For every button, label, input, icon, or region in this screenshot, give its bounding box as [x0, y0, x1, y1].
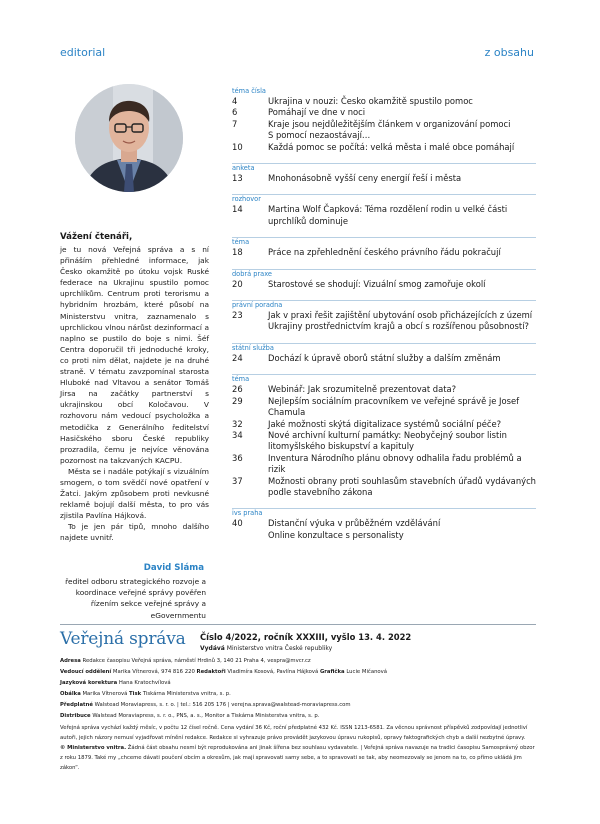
- toc-page-number: 24: [232, 352, 243, 363]
- editorial-paragraph: To je jen pár tipů, mnoho dalšího najdete uvnitř.: [60, 522, 209, 543]
- editorial-text: [60, 244, 209, 544]
- toc-entry-title: Nejlepším sociálním pracovníkem ve veřejné správě je Josef Chamula: [268, 395, 520, 418]
- colophon-label: Distribuce: [60, 713, 91, 720]
- colophon-line: [60, 700, 536, 711]
- publisher-name: Ministerstvo vnitra České republiky: [226, 645, 333, 652]
- toc-entry-title: Práce na zpřehlednění českého právního řádu pokračují: [268, 247, 501, 258]
- publisher-label: Vydává: [200, 645, 225, 652]
- colophon-line: [60, 689, 536, 700]
- toc-divider: [232, 374, 536, 375]
- toc-section: [232, 508, 536, 541]
- editorial-paragraph: je tu nová Veřejná správa a s ní přináším přehledné informace, jak Česko okamžitě po útoku vojsk Ruské federace na Ukrajinu spustilo pomoc uprchlíkům. Centrum proti terorismu a hybridním hrozbám, které působí na Ministerstvu vnitra, zaznamenalo s uprchlickou vlnou nárůst dezinformací a naplno se pustilo do boje s nimi. Šéf Centra doporučil tři jednoduché kroky, co proti nim dělat, najdete je na druhé straně. V tématu zavzpomínal starosta Hluboké nad Vltavou a senátor Tomáš Jirsa na začátky partnerství s ukrajinskou obcí Koločavou. V rozhovoru nám vedoucí psycholožka a metodička z Generálního ředitelství Hasičského sboru České republiky prozradila, čemu je nejvíce věnována pozornost na takzvaných KACPU.: [60, 245, 209, 465]
- toc-page-number: [232, 130, 268, 141]
- toc-entry-title: Webinář: Jak srozumitelně prezentovat data?: [268, 384, 457, 395]
- colophon-value: Lucie Mičanová: [346, 669, 388, 676]
- copyright-holder: © Ministerstvo vnitra.: [60, 745, 127, 751]
- toc-page-number: 10: [232, 141, 243, 152]
- colophon-label: Jazyková korektura: [60, 680, 118, 687]
- colophon-value: Redakce časopisu Veřejná správa, náměstí Hrdinů 3, 140 21 Praha 4, vespra@mvcr.cz: [82, 658, 311, 664]
- toc-section-label: právní poradna: [232, 301, 283, 310]
- signature-role: ředitel odboru strategického rozvoje a koordinace veřejné správy pověřen řízením sekce veřejné správy a eGovernmentu: [65, 577, 206, 620]
- toc-entry[interactable]: [232, 107, 536, 118]
- colophon-value: Vladimíra Kosová, Pavlína Hájková: [227, 669, 319, 676]
- toc-section: [232, 300, 536, 333]
- colophon-value: Walstead Moraviapress, s. r. o. | tel.: 516 205 176 | verejna.sprava@walstead-moraviapress.com: [94, 702, 351, 709]
- toc-entry[interactable]: [232, 142, 536, 153]
- toc-page-number: 18: [232, 247, 243, 258]
- colophon-value: Hana Kratochvílová: [118, 680, 171, 687]
- toc-entry-title: Možnosti obrany proti souhlasům stavebních úřadů vydávaných podle stavebního zákona: [268, 475, 536, 497]
- toc-section: [232, 194, 536, 227]
- toc-divider: [232, 300, 536, 301]
- toc-page-number: 32: [232, 418, 243, 429]
- toc-entry-title: Ukrajina v nouzi: Česko okamžitě spustilo pomoc: [268, 96, 473, 106]
- toc-entry-title: Jak v praxi řešit zajištění ubytování osob přicházejících z území Ukrajiny prostřednictvím krajů a obcí s rozšířenou působností?: [268, 310, 533, 332]
- toc-entry-title: Inventura Národního plánu obnovy odhalila řadu problémů a rizik: [268, 452, 522, 475]
- toc-section-label: téma: [232, 375, 250, 384]
- editorial-greeting: Vážení čtenáři,: [60, 232, 133, 242]
- toc-section-label: téma čísla: [232, 87, 266, 95]
- toc-entry-title: Pomáhají ve dne v noci: [268, 107, 366, 118]
- toc-entry[interactable]: [232, 453, 536, 476]
- toc-entry[interactable]: [232, 119, 536, 130]
- colophon-line: [60, 656, 536, 667]
- colophon-label: Předplatné: [60, 702, 93, 709]
- toc-entry-title: Distanční výuka v průběžném vzdělávání: [268, 518, 441, 529]
- toc-section: [232, 343, 536, 364]
- toc-divider: [232, 508, 536, 509]
- toc-page-number: 36: [232, 452, 243, 463]
- toc-entry[interactable]: [232, 310, 536, 333]
- toc-page-number: 37: [232, 475, 243, 486]
- copyright-text: Žádná část obsahu nesmí být reprodukována ani jinak šířena bez souhlasu vydavatele. | Veřejná správa navazuje na tradici časopisu Samosprávný obzor z roku 1879. Také my „chceme dávati poučení obcím a okresům, jak mají spravovati samy sebe, a to spravovati se tak, aby neomezovaly se jenom na to, co přímo ukládá jim zákon“.: [60, 745, 535, 771]
- colophon-value: Marika Vítnerová: [82, 691, 128, 698]
- colophon-value: Tiskárna Ministerstva vnitra, s. p.: [142, 691, 231, 698]
- toc-entry-title: Jaké možnosti skýtá digitalizace systémů sociální péče?: [268, 418, 502, 429]
- toc-page-number: 34: [232, 429, 243, 440]
- toc-section-label: státní služba: [232, 343, 274, 352]
- toc-page-number: 40: [232, 518, 243, 529]
- toc-entry-title: Starostové se shodují: Vizuální smog zamořuje okolí: [268, 278, 486, 289]
- toc-entry-title: Martina Wolf Čapková: Téma rozdělení rodin u velké části uprchlíků dominuje: [268, 204, 508, 226]
- colophon-copyright: [60, 744, 538, 773]
- table-of-contents: [232, 86, 536, 541]
- toc-page-number: 14: [232, 204, 243, 215]
- colophon-label: Grafička: [319, 669, 345, 676]
- colophon-label: Tisk: [129, 691, 142, 698]
- toc-page-number: 4: [232, 96, 238, 106]
- toc-entry-title: S pomocí nezaostávají…: [268, 130, 371, 141]
- publisher-line: [200, 645, 332, 652]
- issue-info: Číslo 4/2022, ročník XXXIII, vyšlo 13. 4. 2022: [200, 632, 412, 642]
- toc-entry-title: Kraje jsou nejdůležitějším článkem v organizování pomoci: [268, 118, 511, 129]
- magazine-logo: Veřejná správa: [60, 629, 186, 649]
- toc-entry[interactable]: [232, 204, 536, 227]
- toc-page-number: 26: [232, 384, 243, 395]
- editorial-paragraph: Města se i nadále potýkají s vizuálním smogem, o tom svědčí nové opatření v Žatci. Jakým způsobem proti nevkusné reklamě bojují další města, to pro vás zjistila Pavlína Hájková.: [60, 466, 209, 521]
- colophon-line: [60, 711, 536, 722]
- toc-entry-title: Mnohonásobně vyšší ceny energií řeší i města: [268, 173, 462, 184]
- colophon-label: Redaktoři: [196, 669, 226, 676]
- toc-section: [232, 237, 536, 258]
- toc-page-number: [232, 530, 268, 541]
- toc-section-label: dobrá praxe: [232, 269, 272, 278]
- toc-divider: [232, 237, 536, 238]
- toc-entry-title: Každá pomoc se počítá: velká města i malé obce pomáhají: [268, 141, 515, 152]
- toc-entry-title: Dochází k úpravě oborů státní služby a dalším změnám: [268, 352, 501, 363]
- toc-entry-title: Nové archivní kulturní památky: Neobyčejný soubor listin litomyšlského biskupství a kapituly: [268, 429, 507, 452]
- toc-divider: [232, 163, 536, 164]
- toc-entry[interactable]: [232, 384, 536, 395]
- toc-section-label: rozhovor: [232, 195, 261, 204]
- colophon-credits: [60, 656, 536, 723]
- toc-entry[interactable]: [232, 396, 536, 419]
- toc-entry[interactable]: [232, 476, 536, 499]
- toc-entry[interactable]: [232, 419, 536, 430]
- toc-divider: [232, 269, 536, 270]
- toc-section: [232, 163, 536, 184]
- section-label-editorial: editorial: [60, 46, 106, 59]
- toc-page-number: 29: [232, 395, 243, 406]
- colophon-label: Adresa: [60, 658, 81, 664]
- toc-entry[interactable]: [232, 279, 536, 290]
- toc-page-number: 7: [232, 118, 238, 129]
- author-portrait: [75, 84, 183, 192]
- section-label-contents: z obsahu: [484, 46, 534, 59]
- colophon-value: Walstead Moraviapress, s. r. o., PNS, a. s., Monitor a Tiskárna Ministerstva vnitra, s. p.: [92, 713, 320, 720]
- toc-entry-title: Online konzultace s personalisty: [268, 529, 404, 540]
- toc-entry[interactable]: [232, 430, 536, 453]
- toc-section-label: anketa: [232, 164, 255, 173]
- colophon-label: Vedoucí oddělení: [60, 669, 112, 676]
- toc-section-label: ivs praha: [232, 509, 263, 518]
- toc-entry[interactable]: [232, 173, 536, 184]
- toc-entry[interactable]: [232, 353, 536, 364]
- toc-divider: [232, 343, 536, 344]
- toc-section: [232, 269, 536, 290]
- colophon-value: Marika Vítnerová, 974 816 220: [112, 669, 195, 676]
- toc-page-number: 6: [232, 107, 238, 118]
- toc-section: [232, 374, 536, 498]
- toc-entry[interactable]: [232, 530, 536, 541]
- toc-entry[interactable]: [232, 96, 536, 107]
- toc-page-number: 23: [232, 310, 243, 321]
- toc-section-label: téma: [232, 238, 250, 247]
- colophon-divider: [60, 624, 536, 625]
- colophon-label: Obálka: [60, 691, 81, 698]
- toc-page-number: 20: [232, 278, 243, 289]
- toc-divider: [232, 194, 536, 195]
- colophon-line: [60, 678, 536, 689]
- toc-entry[interactable]: [232, 130, 536, 141]
- colophon-terms: Veřejná správa vychází každý měsíc, v počtu 12 čísel ročně. Cena vydání 36 Kč, roční předplatné 432 Kč. ISSN 1213-6581. Za věcnou správnost příspěvků zodpovídají jednotliví autoři, jejich názory nemusí vyjadřovat mínění redakce. Redakce si vyhrazuje právo provádět jazykovou úpravu rukopisů, opravy faktografických chyb a další nezbytné úpravy.: [60, 725, 528, 741]
- toc-entry[interactable]: [232, 247, 536, 258]
- colophon-line: [60, 667, 536, 678]
- toc-section: [232, 86, 536, 153]
- toc-page-number: 13: [232, 173, 243, 184]
- toc-entry[interactable]: [232, 518, 536, 529]
- signature-name: David Sláma: [143, 563, 204, 573]
